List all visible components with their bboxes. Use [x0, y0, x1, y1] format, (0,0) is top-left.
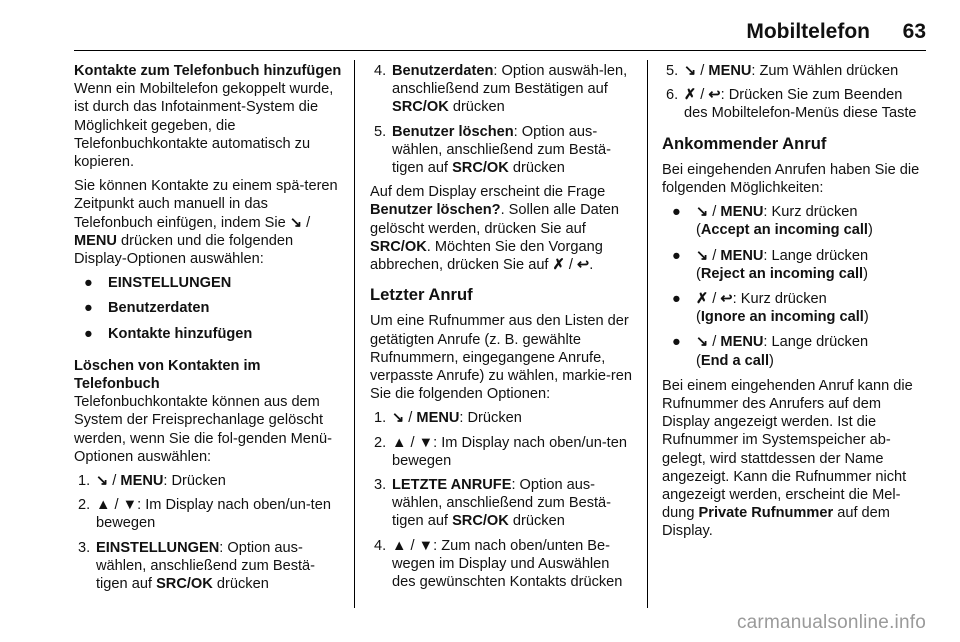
column-2	[370, 62, 634, 597]
list-item: 6. ✗ / ↩: Drücken Sie zum Beenden des Mobiltelefon-Menüs diese Taste	[666, 87, 917, 122]
step-list	[74, 472, 342, 593]
back-icon: ↩	[708, 87, 721, 104]
list-item: 3. EINSTELLUNGEN: Option aus-wählen, anschließend zum Bestä-tigen auf SRC/OK drücken	[78, 539, 316, 593]
back-icon: ↩	[720, 291, 733, 308]
option-list	[74, 274, 342, 343]
arrow-down-icon: ▼	[122, 497, 138, 514]
heading-last-call: Letzter Anruf	[370, 285, 473, 305]
mute-icon: ✗	[552, 257, 565, 274]
step-list	[662, 62, 926, 123]
header-divider	[74, 50, 926, 51]
mute-icon: ✗	[696, 291, 709, 308]
back-icon: ↩	[576, 257, 590, 274]
phone-icon: ↘	[696, 204, 709, 221]
column-3	[662, 62, 926, 547]
list-item: ● ↘ / MENU: Lange drücken (End a call)	[672, 334, 869, 369]
phone-icon: ↘	[684, 63, 697, 79]
column-divider-1	[354, 60, 355, 608]
arrow-down-icon: ▼	[418, 537, 434, 554]
bullet-icon: ●	[84, 275, 93, 292]
list-item: 4. Benutzerdaten: Option auswäh-len, anschließend zum Bestätigen auf SRC/OK drücken	[374, 63, 628, 116]
list-item: ● ✗ / ↩: Kurz drücken (Ignore an incoming call)	[672, 291, 869, 326]
step-list	[370, 409, 634, 591]
list-item: 3. LETZTE ANRUFE: Option aus-wählen, anschließend zum Bestä-tigen auf SRC/OK drücken	[374, 477, 612, 530]
watermark: carmanualsonline.info	[736, 612, 926, 633]
mute-icon: ✗	[684, 87, 697, 104]
list-item: 4. ▲ / ▼: Zum nach oben/unten Be-wegen im Display und Auswählen des gewünschten Kontakts drücken	[374, 537, 623, 591]
paragraph: Bei einem eingehenden Anruf kann die Rufnummer des Anrufers auf dem Display angezeigt werden. Ist die Rufnummer im Systemspeicher ab-gelegt, wird stattdessen der Name angezeigt. Kann die Rufnummer nicht angezeigt werden, erscheint die Mel-dung Private Rufnummer auf dem Display.	[662, 377, 913, 540]
heading-add-contacts: Kontakte zum Telefonbuch hinzufügen	[74, 63, 342, 79]
bullet-icon: ●	[84, 300, 93, 317]
list-item: ● ↘ / MENU: Kurz drücken (Accept an incoming call)	[672, 204, 873, 239]
phone-icon: ↘	[289, 214, 303, 231]
column-1	[74, 62, 342, 599]
list-item: 2. ▲ / ▼: Im Display nach oben/un-ten bewegen	[374, 434, 627, 469]
arrow-down-icon: ▼	[418, 434, 434, 451]
phone-icon: ↘	[696, 247, 709, 264]
paragraph: Wenn ein Mobiltelefon gekoppelt wurde, ist durch das Infotainment-System die Möglichkeit gegeben, die Telefonbuchkontakte automatisch zu kopieren.	[74, 81, 334, 171]
list-item: 5. ↘ / MENU: Zum Wählen drücken	[666, 63, 899, 79]
bullet-icon: ●	[672, 247, 681, 264]
paragraph: Um eine Rufnummer aus den Listen der getätigten Anrufe (z. B. gewählte Rufnummern, eingegangene Anrufe, verpasste Anrufe) zu wählen, markie-ren Sie die folgenden Optionen:	[370, 313, 632, 403]
paragraph: Auf dem Display erscheint die Frage Benutzer löschen?. Sollen alle Daten gelöscht werden, drücken Sie auf SRC/OK. Möchten Sie den Vorgang abbrechen, drücken Sie auf ✗ / ↩.	[370, 184, 620, 274]
list-item: 1. ↘ / MENU: Drücken	[78, 473, 226, 490]
page-number: 63	[902, 20, 926, 43]
arrow-up-icon: ▲	[392, 434, 407, 451]
arrow-up-icon: ▲	[392, 537, 407, 554]
phone-icon: ↘	[96, 473, 109, 490]
bullet-icon: ●	[672, 334, 681, 351]
list-item: 5. Benutzer löschen: Option aus-wählen, anschließend zum Bestä-tigen auf SRC/OK drücken	[374, 123, 612, 177]
column-divider-2	[647, 60, 648, 608]
list-item: ● Benutzerdaten	[84, 300, 210, 317]
bullet-icon: ●	[84, 325, 93, 342]
option-list	[662, 203, 926, 370]
step-list	[370, 62, 634, 177]
list-item: ● ↘ / MENU: Lange drücken (Reject an incoming call)	[672, 247, 869, 282]
bullet-icon: ●	[672, 204, 681, 221]
bullet-icon: ●	[672, 291, 681, 308]
paragraph: Bei eingehenden Anrufen haben Sie die folgenden Möglichkeiten:	[662, 161, 920, 197]
list-item: ● EINSTELLUNGEN	[84, 275, 232, 292]
section-title: Mobiltelefon	[746, 20, 870, 43]
paragraph: Sie können Kontakte zu einem spä-teren Zeitpunkt auch manuell in das Telefonbuch einfügen, indem Sie ↘ / MENU drücken und die folgenden Display-Optionen auswählen:	[74, 178, 338, 268]
phone-icon: ↘	[696, 334, 709, 351]
list-item: 2. ▲ / ▼: Im Display nach oben/un-ten bewegen	[78, 497, 331, 532]
arrow-up-icon: ▲	[96, 497, 111, 514]
page-header	[74, 20, 926, 48]
heading-incoming-call: Ankommender Anruf	[662, 133, 827, 153]
phone-icon: ↘	[392, 410, 405, 427]
list-item: ● Kontakte hinzufügen	[84, 325, 253, 342]
paragraph: Telefonbuchkontakte können aus dem System der Freisprechanlage gelöscht werden, wenn Sie die fol-genden Menü-Optionen auswählen:	[74, 394, 332, 465]
heading-delete-contacts: Löschen von Kontakten im Telefonbuch	[74, 357, 261, 393]
list-item: 1. ↘ / MENU: Drücken	[374, 410, 522, 427]
